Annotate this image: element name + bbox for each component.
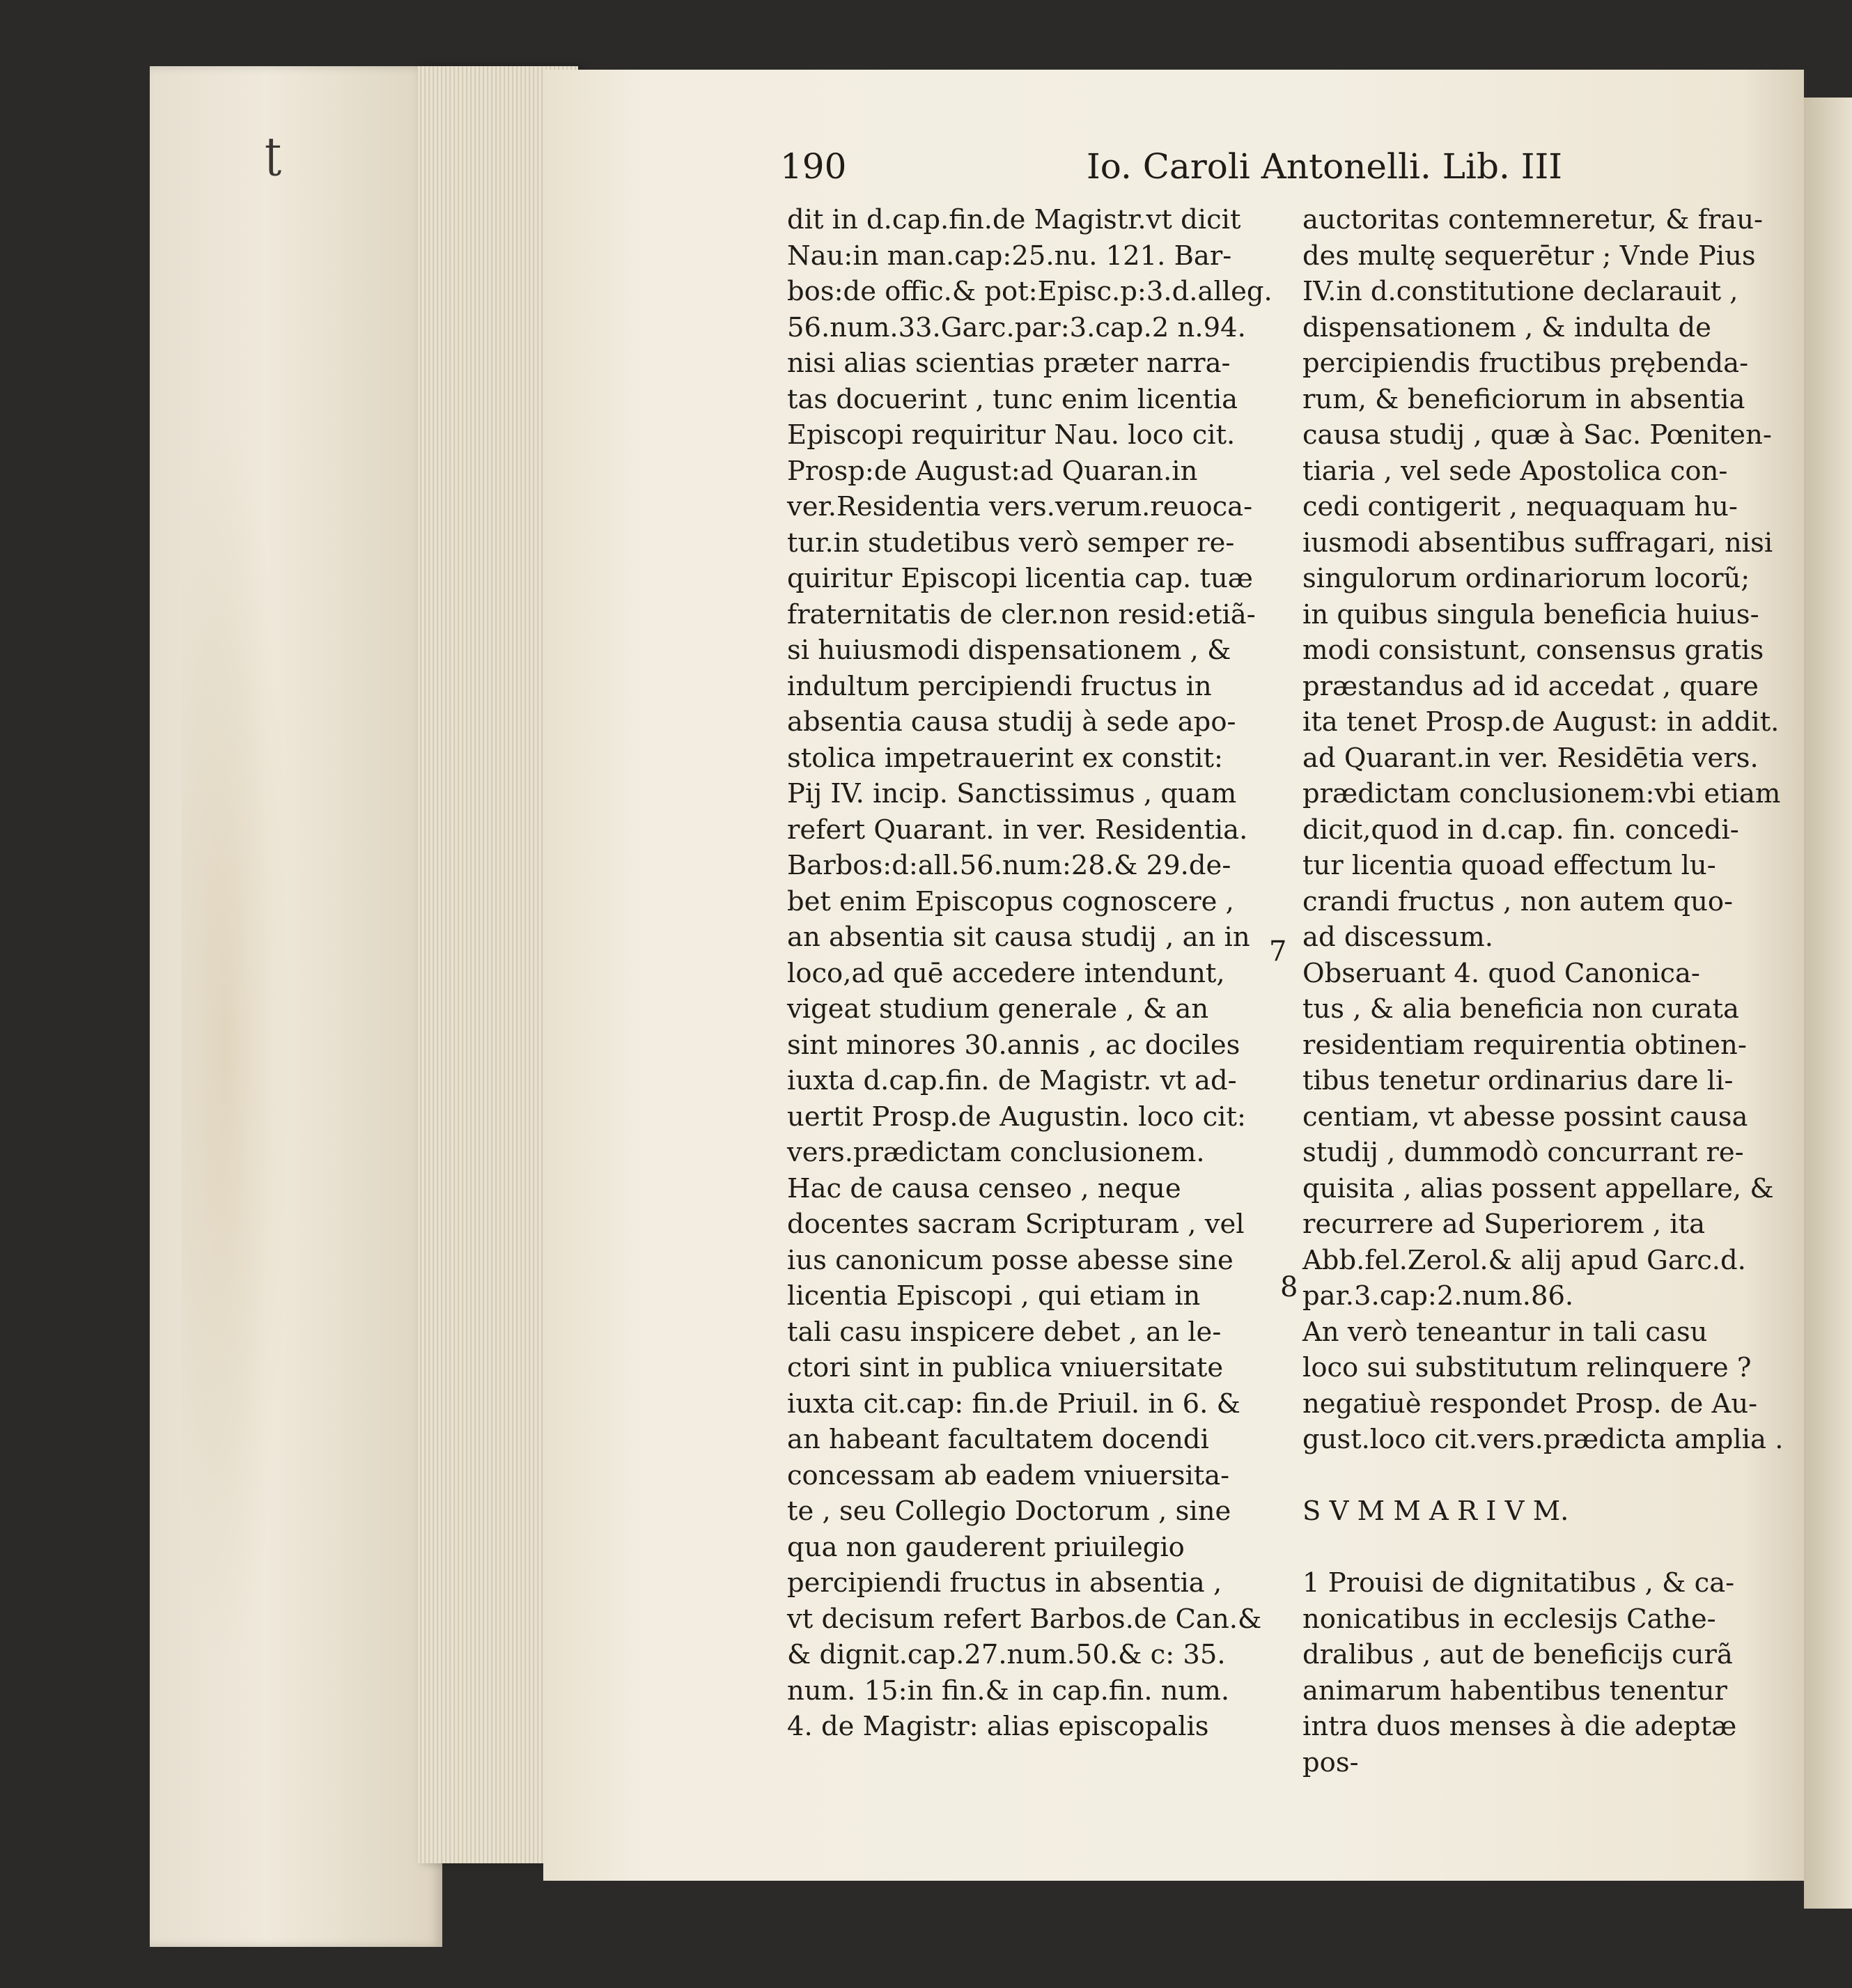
text-line: Hac de causa censeo , neque	[787, 1172, 1181, 1204]
text-line: tibus tenetur ordinarius dare li-	[1302, 1065, 1734, 1096]
text-line: causa studij , quæ à Sac. Pœniten-	[1302, 419, 1772, 451]
text-line: Barbos:d:all.56.num:28.& 29.de-	[787, 850, 1231, 881]
text-line: 1 Prouisi de dignitatibus , & ca-	[1302, 1567, 1735, 1599]
running-head: Io. Caroli Antonelli. Lib. III	[1087, 146, 1563, 187]
page-number: 190	[780, 146, 847, 187]
text-line: Prosp:de August:ad Quaran.in	[787, 455, 1198, 487]
text-line: in quibus singula beneficia huius-	[1302, 598, 1759, 630]
text-line: iusmodi absentibus suffragari, nisi	[1302, 527, 1773, 559]
text-line: 56.num.33.Garc.par:3.cap.2 n.94.	[787, 311, 1246, 343]
text-line: qua non gauderent priuilegio	[787, 1531, 1185, 1563]
text-line: uertit Prosp.de Augustin. loco cit:	[787, 1101, 1246, 1133]
text-line: crandi fructus , non autem quo-	[1302, 885, 1734, 917]
text-line: & dignit.cap.27.num.50.& c: 35.	[787, 1639, 1226, 1670]
text-line: negatiuè respondet Prosp. de Au-	[1302, 1388, 1758, 1420]
text-line: num. 15:in fin.& in cap.fin. num.	[787, 1675, 1230, 1707]
text-line: cedi contigerit , nequaquam hu-	[1302, 491, 1738, 522]
text-line: centiam, vt abesse possint causa	[1302, 1101, 1748, 1133]
text-line: loco sui substitutum relinquere ?	[1302, 1352, 1752, 1383]
text-line: tas docuerint , tunc enim licentia	[787, 383, 1238, 415]
text-line: dralibus , aut de beneficijs curã	[1302, 1639, 1733, 1670]
text-line: tali casu inspicere debet , an le-	[787, 1316, 1222, 1348]
text-line: vers.prædictam conclusionem.	[787, 1137, 1205, 1168]
text-line: nisi alias scientias præter narra-	[787, 348, 1231, 379]
text-line: docentes sacram Scripturam , vel	[787, 1209, 1245, 1240]
text-line: prædictam conclusionem:vbi etiam	[1302, 778, 1781, 809]
text-line: vigeat studium generale , & an	[787, 993, 1209, 1025]
right-text-column	[1302, 202, 1784, 1780]
text-line: iuxta cit.cap: fin.de Priuil. in 6. &	[787, 1388, 1240, 1420]
text-line: si huiusmodi dispensationem , &	[787, 635, 1231, 666]
text-line: absentia causa studij à sede apo-	[787, 706, 1236, 738]
text-line: Abb.fel.Zerol.& alij apud Garc.d.	[1302, 1244, 1746, 1276]
text-line: fraternitatis de cler.non resid:etiã-	[787, 598, 1256, 630]
text-line: S V M M A R I V M.	[1302, 1496, 1569, 1527]
text-line: Pij IV. incip. Sanctissimus , quam	[787, 778, 1237, 809]
text-line: studij , dummodò concurrant re-	[1302, 1137, 1744, 1168]
text-line: dicit,quod in d.cap. fin. concedi-	[1302, 814, 1739, 846]
text-line: an habeant facultatem docendi	[787, 1424, 1209, 1455]
text-line: intra duos menses à die adeptæ	[1302, 1711, 1737, 1742]
text-line: tus , & alia beneficia non curata	[1302, 993, 1739, 1025]
text-line: percipiendis fructibus prębenda-	[1302, 348, 1749, 379]
text-line: dispensationem , & indulta de	[1302, 311, 1711, 343]
margin-number: 8	[1280, 1271, 1298, 1303]
text-line: ius canonicum posse abesse sine	[787, 1244, 1234, 1276]
text-line	[1302, 1458, 1748, 1494]
text-line: IV.in d.constitutione declarauit ,	[1302, 276, 1738, 307]
text-line: sint minores 30.annis , ac dociles	[787, 1029, 1240, 1061]
text-line: dit in d.cap.fin.de Magistr.vt dicit	[787, 204, 1241, 235]
text-line: concessam ab eadem vniuersita-	[787, 1459, 1230, 1491]
text-line: quisita , alias possent appellare, &	[1302, 1172, 1774, 1204]
left-text-column	[787, 202, 1289, 1745]
cover-stain	[181, 418, 293, 1672]
text-line: an absentia sit causa studij , an in	[787, 922, 1250, 953]
text-line: gust.loco cit.vers.prædicta amplia .	[1302, 1424, 1784, 1455]
text-line: singulorum ordinariorum locorũ;	[1302, 563, 1750, 594]
text-line: ad discessum.	[1302, 922, 1493, 953]
text-line: præstandus ad id accedat , quare	[1302, 670, 1759, 702]
text-line: vt decisum refert Barbos.de Can.&	[787, 1603, 1262, 1635]
text-line: stolica impetrauerint ex constit:	[787, 742, 1223, 774]
text-line: tur licentia quoad effectum lu-	[1302, 850, 1716, 881]
text-line: licentia Episcopi , qui etiam in	[787, 1280, 1201, 1312]
text-line: rum, & beneficiorum in absentia	[1302, 383, 1745, 415]
text-line: recurrere ad Superiorem , ita	[1302, 1209, 1706, 1240]
text-line: tiaria , vel sede Apostolica con-	[1302, 455, 1728, 487]
text-line: bos:de offic.& pot:Episc.p:3.d.alleg.	[787, 276, 1273, 307]
text-line: Episcopi requiritur Nau. loco cit.	[787, 419, 1236, 451]
text-line	[1302, 1530, 1748, 1566]
text-line: animarum habentibus tenentur	[1302, 1675, 1727, 1707]
text-line: refert Quarant. in ver. Residentia.	[787, 814, 1248, 846]
text-line: pos-	[1302, 1746, 1359, 1778]
text-line: 4. de Magistr: alias episcopalis	[787, 1711, 1209, 1742]
text-line: ctori sint in publica vniuersitate	[787, 1352, 1224, 1383]
text-line: nonicatibus in ecclesijs Cathe-	[1302, 1603, 1716, 1635]
text-line: te , seu Collegio Doctorum , sine	[787, 1496, 1231, 1527]
text-line: quiritur Episcopi licentia cap. tuæ	[787, 563, 1253, 594]
text-line: iuxta d.cap.fin. de Magistr. vt ad-	[787, 1065, 1237, 1096]
text-line: modi consistunt, consensus gratis	[1302, 635, 1764, 666]
text-line: tur.in studetibus verò semper re-	[787, 527, 1235, 559]
facing-page-edge	[1804, 98, 1852, 1909]
cover-ink-mark: ʈ	[265, 129, 282, 178]
text-line: percipiendi fructus in absentia ,	[787, 1567, 1222, 1599]
text-line: des multę sequerētur ; Vnde Pius	[1302, 240, 1756, 272]
text-line: bet enim Episcopus cognoscere ,	[787, 885, 1234, 917]
text-line: Nau:in man.cap:25.nu. 121. Bar-	[787, 240, 1232, 272]
text-line: An verò teneantur in tali casu	[1302, 1316, 1708, 1348]
text-line: indultum percipiendi fructus in	[787, 670, 1212, 702]
margin-number: 7	[1269, 935, 1287, 968]
text-line: ver.Residentia vers.verum.reuoca-	[787, 491, 1253, 522]
text-line: residentiam requirentia obtinen-	[1302, 1029, 1747, 1061]
page-header	[780, 146, 1713, 195]
text-line: loco,ad quē accedere intendunt,	[787, 957, 1225, 989]
text-line: par.3.cap:2.num.86.	[1302, 1280, 1574, 1312]
text-line: ad Quarant.in ver. Residētia vers.	[1302, 742, 1759, 774]
text-line: auctoritas contemneretur, & frau-	[1302, 204, 1764, 235]
text-line: Obseruant 4. quod Canonica-	[1302, 957, 1700, 989]
text-line: ita tenet Prosp.de August: in addit.	[1302, 706, 1780, 738]
